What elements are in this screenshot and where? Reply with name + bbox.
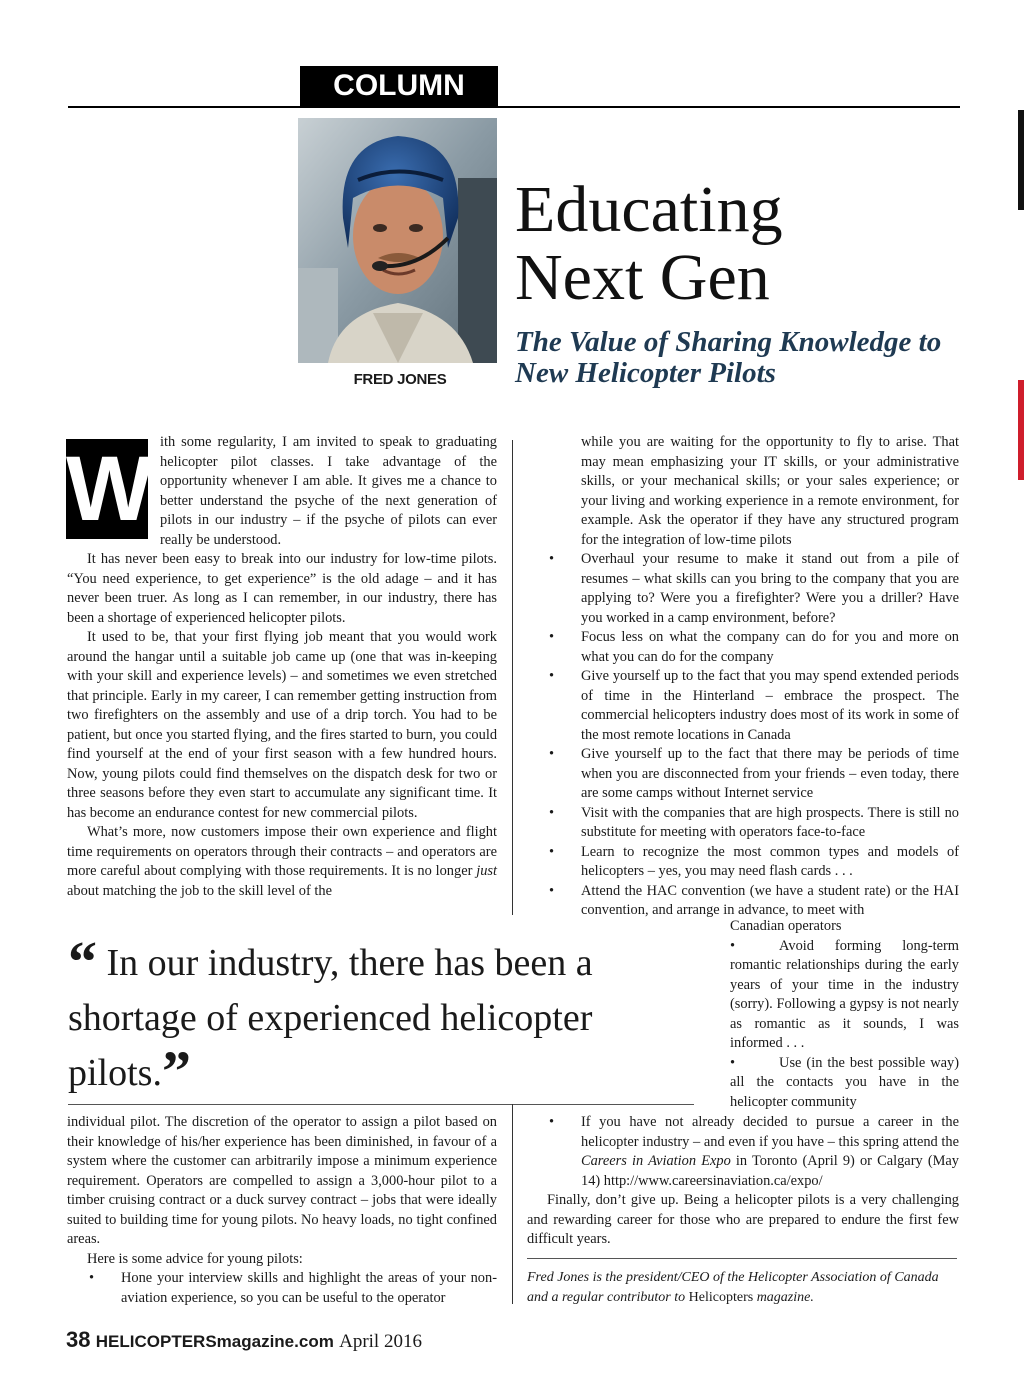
advice-list [67, 1269, 497, 1308]
list-item: • Use (in the best possible way) all the contacts you have in the helicopter community [730, 1054, 959, 1110]
author-byline: FRED JONES [353, 371, 447, 388]
author-bio: Fred Jones is the president/CEO of the Helicopter Association of Canada and a regular contributor to Helicopters magazine. [527, 1270, 939, 1305]
closing-paragraph: Finally, don’t give up. Being a helicopter pilots is a very challenging and rewarding career for those who are prepared to endure the first few difficult years. [527, 1192, 959, 1247]
article-subtitle [515, 327, 965, 389]
advice-list-continued [527, 550, 959, 921]
open-quote-mark: “ [68, 929, 97, 994]
subtitle-line-2: New Helicopter Pilots [515, 357, 776, 389]
page-number: 38 [66, 1327, 91, 1352]
article-title [515, 173, 783, 314]
narrow-column [730, 917, 959, 1112]
author-photo-illustration [298, 118, 497, 363]
list-item: • Attend the HAC convention (we have a student rate) or the HAI convention, and arrange in advance, to meet with [527, 882, 959, 921]
list-item: • Hone your interview skills and highlight the areas of your non-aviation experience, so you can be useful to the operator [67, 1269, 497, 1308]
title-line-1: Educating [515, 173, 783, 246]
left-column-body [67, 550, 497, 901]
list-item: • Overhaul your resume to make it stand out from a pile of resumes – what skills can you bring to the company that you are applying to? Were you a firefighter? Were you a driller? Have you worked in a camp environment, before? [527, 550, 959, 628]
paragraph-1: ith some regularity, I am invited to speak to graduating helicopter pilot classes. I take advantage of the opportunity whenever I am able. It gives me a chance to better understand the psyche of the next generation of pilots in our industry – if the psyche of pilots can ever really be understood. [160, 434, 497, 548]
bullet-1-continued: while you are waiting for the opportunity to fly to arise. That may mean emphasizing your IT skills, or your administrative skills, or your mechanical skills; or your sales experience; or your living and working experience in a remote environment, for example. Ask the operator if they have any structured program for the integration of low-time pilots [581, 434, 959, 548]
bullet-8-continued: Canadian operators [730, 918, 842, 934]
list-item: • Visit with the companies that are high prospects. There is still no substitute for meeting with operators face-to-face [527, 804, 959, 843]
page-footer [66, 1327, 422, 1353]
list-item: • Focus less on what the company can do for you and more on what you can do for the company [527, 628, 959, 667]
paragraph-4-continued: individual pilot. The discretion of the operator to assign a pilot based on their knowledge of his/her experience has been diminished, in favour of a system where the customer can arbitrarily impose a minimum experience requirement. Operators are compelled to assign a 3,000-hour pilot to a timber cruising contract or a duck survey contract – jobs that were ideally suited to building time for young pilots. No heavy loads, no tight confined areas. [67, 1114, 497, 1247]
section-label: COLUMN [300, 66, 498, 106]
page-edge-marker-red [1018, 380, 1024, 480]
author-photo [298, 118, 497, 363]
expo-name: Careers in Aviation Expo [581, 1153, 731, 1169]
bio-rule [527, 1258, 957, 1259]
paragraph-4: What’s more, now customers impose their own experience and flight time requirements on operators through their contracts – and operators are more careful about complying with those requirements. It is no longer just about matching the job to the skill level of the [67, 824, 497, 899]
column-divider-bottom [512, 1104, 513, 1304]
close-quote-mark: ” [161, 1039, 191, 1104]
pull-quote-text: In our industry, there has been a shortage of experienced helicopter pilots. [68, 942, 593, 1094]
page-edge-marker [1018, 110, 1024, 210]
column-divider [512, 440, 513, 915]
list-item: • If you have not already decided to pursue a career in the helicopter industry – and even if you have – this spring attend the Careers in Aviation Expo in Toronto (April 9) or Calgary (May 14) http://www.careersinaviation.ca/expo/ [527, 1113, 959, 1191]
emphasis-just: just [476, 863, 497, 879]
pull-quote [68, 929, 688, 1104]
header-rule [68, 106, 960, 108]
list-item: • Give yourself up to the fact that you may spend extended periods of time in the Hinterland – embrace the prospect. The commercial helicopters industry does most of its work in some of the most remote locations in Canada [527, 667, 959, 745]
site-name: HELICOPTERSmagazine.com [95, 1332, 334, 1351]
right-column-body [527, 433, 959, 921]
issue-date: April 2016 [339, 1331, 422, 1352]
list-item: • Learn to recognize the most common types and models of helicopters – yes, you may need flash cards . . . [527, 843, 959, 882]
paragraph-3: It used to be, that your first flying job meant that you would work around the hangar until a suitable job came up (one that was in-keeping with your skill and experience levels) – and sometimes we even stretched that principle. Early in my career, I can remember getting instruction from two firefighters on the assembly and use of a drip torch. You had to be patient, but once you started flying, and the fires started to burn, you could find yourself at the end of your first season with a few hundred hours. Now, young pilots could find themselves on the dispatch desk for two or three seasons before they even start to accumulate any significant time. It has become an endurance contest for new commercial pilots. [67, 629, 498, 821]
list-item: • Avoid forming long-term romantic relationships during the early years of your time in the industry (sorry). Following a gypsy is not nearly as romantic as it sounds, I was informed . . . [730, 937, 959, 1051]
right-column-bottom [527, 1113, 959, 1250]
title-line-2: Next Gen [515, 241, 770, 314]
advice-list-end [527, 1113, 959, 1191]
paragraph-2: It has never been easy to break into our industry for low-time pilots. “You need experience, to get experience” is the old adage – and it has never been truer. As long as I can remember, in our industry, there has been a shortage of experienced helicopter pilots. [67, 551, 497, 626]
advice-intro: Here is some advice for young pilots: [87, 1250, 303, 1267]
magazine-name: Helicopters [688, 1289, 754, 1305]
drop-cap: W [66, 438, 153, 540]
intro-paragraph [160, 433, 497, 550]
subtitle-line-1: The Value of Sharing Knowledge to [515, 326, 942, 358]
left-column-bottom [67, 1113, 497, 1308]
pull-quote-rule [68, 1104, 694, 1105]
list-item: • Give yourself up to the fact that there may be periods of time when you are disconnected from your friends – even today, there are some camps without Internet service [527, 745, 959, 804]
